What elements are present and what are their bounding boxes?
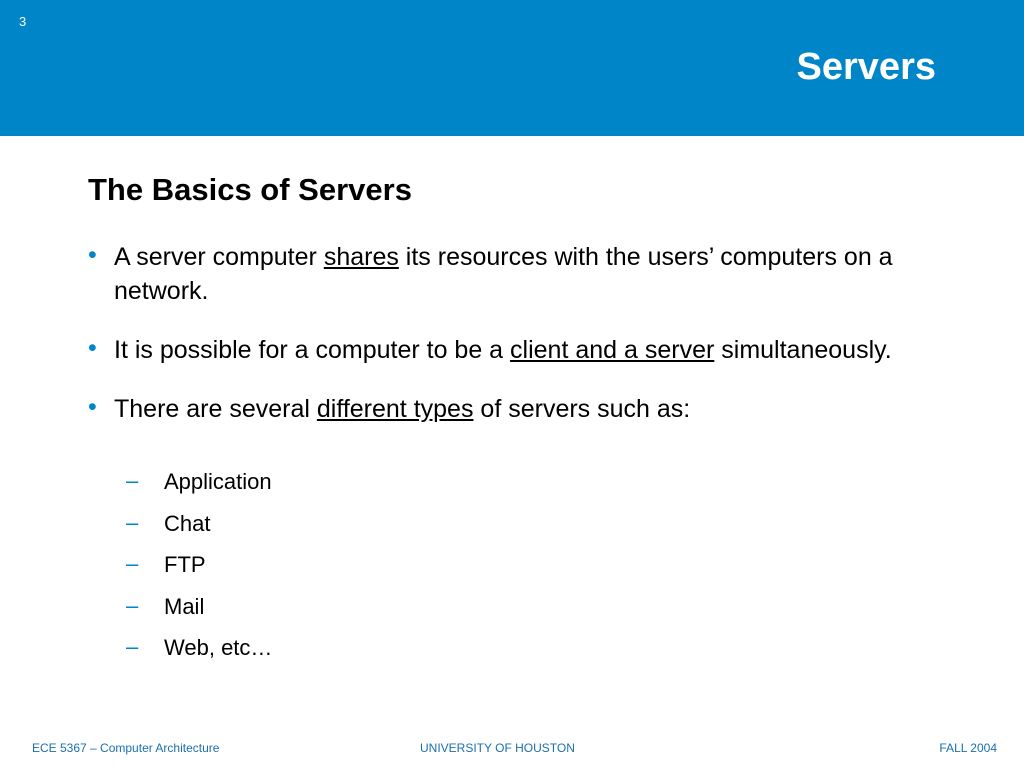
bullet-text-after: simultaneously. xyxy=(714,336,892,364)
server-type-label: Web, etc… xyxy=(164,635,273,660)
footer-term: FALL 2004 xyxy=(939,741,997,755)
server-type-label: Application xyxy=(164,469,272,494)
bullet-text-before: A server computer xyxy=(114,243,324,271)
server-types-list xyxy=(126,468,272,676)
bullet-marker: • xyxy=(88,241,97,269)
list-item xyxy=(126,551,272,579)
dash-marker: – xyxy=(126,509,139,535)
dash-marker: – xyxy=(126,468,139,493)
underlined-term: different types xyxy=(316,395,474,423)
bullet-item-shares xyxy=(88,240,948,308)
bullet-text-before: There are several xyxy=(114,395,317,423)
dash-marker: – xyxy=(126,592,139,618)
list-item xyxy=(126,468,272,496)
list-item xyxy=(126,634,272,662)
server-type-label: Chat xyxy=(164,510,211,536)
slide-footer xyxy=(0,738,1024,758)
section-heading: The Basics of Servers xyxy=(88,172,412,207)
server-type-label: Mail xyxy=(164,593,205,619)
dash-marker: – xyxy=(126,634,139,659)
list-item xyxy=(126,510,272,538)
footer-university: UNIVERSITY OF HOUSTON xyxy=(420,741,575,755)
bullet-item-types xyxy=(88,392,948,426)
slide-number: 3 xyxy=(19,14,27,29)
underlined-term: client and a server xyxy=(510,336,715,364)
bullet-text-after: of servers such as: xyxy=(473,395,691,423)
footer-course: ECE 5367 – Computer Architecture xyxy=(32,741,220,755)
server-type-label: FTP xyxy=(164,552,206,577)
bullet-marker: • xyxy=(88,393,97,421)
underlined-term: shares xyxy=(323,243,399,271)
bullet-list xyxy=(88,240,948,434)
bullet-text-after: its resources with the users’ computers on a network. xyxy=(114,243,893,305)
slide-header xyxy=(0,0,1024,136)
bullet-marker: • xyxy=(88,334,97,362)
bullet-text-before: It is possible for a computer to be a xyxy=(114,336,511,364)
bullet-item-client-server xyxy=(88,333,948,367)
slide-title: Servers xyxy=(796,46,936,88)
list-item xyxy=(126,593,272,621)
dash-marker: – xyxy=(126,551,139,576)
slide-content xyxy=(0,136,1024,726)
